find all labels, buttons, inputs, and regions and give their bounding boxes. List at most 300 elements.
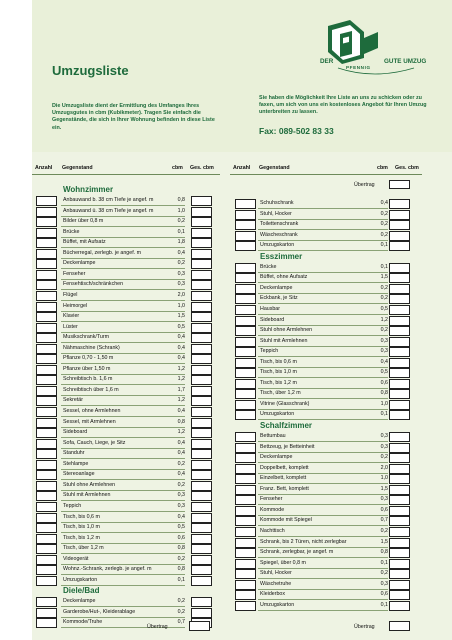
- ges-cbm-input[interactable]: [389, 210, 410, 220]
- item-name: Franz. Bett, komplett: [260, 485, 309, 492]
- ges-cbm-input[interactable]: [389, 400, 410, 410]
- ges-cbm-input[interactable]: [389, 527, 410, 537]
- ges-cbm-input[interactable]: [191, 354, 212, 364]
- item-cbm: 0,4: [177, 408, 185, 414]
- ges-cbm-input[interactable]: [191, 323, 212, 333]
- item-cbm: 1,2: [177, 365, 185, 372]
- item-cbm: 0,8: [177, 545, 185, 552]
- ges-cbm-input[interactable]: [389, 358, 410, 368]
- ges-cbm-input[interactable]: [191, 428, 212, 438]
- intro-text-right: Sie haben die Möglichkeit Ihre Liste an uns zu schicken oder zu faxen, um sich von uns ein kostenloses Angebot für Ihren Umzug unterbreiten zu lassen.: [259, 95, 427, 116]
- col-head-gegenstand-right: Gegenstand: [259, 165, 290, 171]
- ges-cbm-input[interactable]: [191, 344, 212, 354]
- list-item: [36, 259, 212, 269]
- item-name: Tisch, bis 0,6 m: [260, 358, 297, 365]
- anzahl-input[interactable]: [36, 270, 57, 280]
- item-name: Videogerät: [63, 555, 89, 562]
- item-name: Stehlampe: [63, 460, 89, 467]
- item-name: Umzugskarton: [63, 576, 98, 583]
- item-cbm: 0,2: [177, 608, 185, 615]
- item-name: Fenseher: [63, 270, 86, 277]
- anzahl-input[interactable]: [235, 294, 256, 304]
- ges-cbm-input[interactable]: [389, 368, 410, 378]
- item-cbm: 1,7: [177, 386, 185, 393]
- anzahl-input[interactable]: [36, 460, 57, 470]
- item-name: Sideboard: [63, 429, 88, 436]
- anzahl-input[interactable]: [36, 217, 57, 227]
- item-name: Garderobe/Hut-, Kleiderablage: [63, 608, 136, 615]
- item-name: Deckenlampe: [260, 284, 293, 291]
- ges-cbm-input[interactable]: [389, 326, 410, 336]
- list-item: [235, 474, 410, 484]
- anzahl-input[interactable]: [36, 344, 57, 354]
- item-name: Deckenlampe: [260, 454, 293, 461]
- ges-cbm-input[interactable]: [191, 333, 212, 343]
- list-item: [36, 323, 212, 333]
- anzahl-input[interactable]: [36, 555, 57, 565]
- ges-cbm-input[interactable]: [191, 407, 212, 417]
- list-item: [235, 273, 410, 283]
- item-cbm: 1,2: [380, 316, 388, 323]
- ges-cbm-input[interactable]: [389, 284, 410, 294]
- ges-cbm-input[interactable]: [191, 555, 212, 565]
- item-name: Nähmaschine (Schrank): [63, 344, 120, 351]
- ges-cbm-input[interactable]: [191, 249, 212, 259]
- ges-cbm-input[interactable]: [389, 294, 410, 304]
- ges-cbm-input[interactable]: [191, 302, 212, 312]
- ges-cbm-input[interactable]: [191, 544, 212, 554]
- list-item: [36, 491, 212, 501]
- list-item: [235, 495, 410, 505]
- ges-cbm-input[interactable]: [191, 196, 212, 206]
- item-name: Sofa, Cauch, Liege, je Sitz: [63, 439, 126, 446]
- item-name: Fensehtisch/schränkchen: [63, 281, 124, 288]
- list-item: [235, 506, 410, 516]
- anzahl-input[interactable]: [235, 337, 256, 347]
- anzahl-input[interactable]: [36, 470, 57, 480]
- item-name: Hausbar: [260, 305, 281, 312]
- item-name: Brücke: [260, 263, 277, 270]
- uebertrag-bottom-label-right: Übertrag: [354, 624, 375, 630]
- anzahl-input[interactable]: [235, 284, 256, 294]
- uebertrag-top-label: Übertrag: [354, 182, 375, 188]
- anzahl-input[interactable]: [36, 418, 57, 428]
- list-item: [36, 249, 212, 259]
- anzahl-input[interactable]: [36, 280, 57, 290]
- ges-cbm-input[interactable]: [389, 241, 410, 251]
- list-item: [36, 449, 212, 459]
- list-item: [235, 379, 410, 389]
- anzahl-input[interactable]: [36, 365, 57, 375]
- ges-cbm-input[interactable]: [389, 379, 410, 389]
- fax-number: Fax: 089-502 83 33: [259, 126, 334, 136]
- item-cbm: 1,2: [177, 397, 185, 404]
- ges-cbm-input[interactable]: [389, 538, 410, 548]
- ges-cbm-input[interactable]: [389, 199, 410, 209]
- item-cbm: 0,2: [380, 231, 388, 238]
- anzahl-input[interactable]: [36, 502, 57, 512]
- item-name: Eckbank, je Sitz: [260, 295, 298, 302]
- ges-cbm-input[interactable]: [191, 597, 212, 607]
- ges-cbm-input[interactable]: [389, 316, 410, 326]
- item-name: Deckenlampe: [63, 598, 96, 605]
- ges-cbm-input[interactable]: [191, 270, 212, 280]
- section-heading: Diele/Bad: [63, 586, 100, 596]
- anzahl-input[interactable]: [235, 379, 256, 389]
- item-cbm: 0,4: [177, 439, 185, 446]
- item-cbm: 0,8: [380, 390, 388, 397]
- ges-cbm-input[interactable]: [191, 365, 212, 375]
- anzahl-input[interactable]: [235, 347, 256, 357]
- ges-cbm-input[interactable]: [389, 453, 410, 463]
- item-cbm: 0,6: [177, 534, 185, 541]
- ges-cbm-input[interactable]: [389, 231, 410, 241]
- logo-emblem-icon: [318, 18, 436, 76]
- anzahl-input[interactable]: [235, 199, 256, 209]
- ges-cbm-input[interactable]: [389, 548, 410, 558]
- ges-cbm-input[interactable]: [389, 389, 410, 399]
- item-cbm: 0,5: [177, 524, 185, 531]
- item-name: Sideboard: [260, 316, 285, 323]
- ges-cbm-input[interactable]: [191, 460, 212, 470]
- item-cbm: 1,2: [177, 376, 185, 383]
- anzahl-input[interactable]: [235, 210, 256, 220]
- ges-cbm-input[interactable]: [191, 534, 212, 544]
- item-name: Büffet, ohne Aufsatz: [260, 274, 308, 281]
- item-name: Stuhl mit Armlehnen: [260, 337, 308, 344]
- anzahl-input[interactable]: [36, 449, 57, 459]
- item-name: Tisch, über 1,2 m: [260, 390, 301, 397]
- ges-cbm-input[interactable]: [191, 217, 212, 227]
- item-cbm: 0,2: [177, 555, 185, 562]
- item-cbm: 0,3: [380, 433, 388, 439]
- item-cbm: 0,2: [380, 454, 388, 461]
- section-heading: Esszimmer: [260, 251, 303, 261]
- item-cbm: 0,2: [380, 295, 388, 302]
- item-cbm: 0,7: [177, 619, 185, 626]
- anzahl-input[interactable]: [36, 534, 57, 544]
- ges-cbm-input[interactable]: [389, 569, 410, 579]
- item-name: Vitrine (Glasschrank): [260, 400, 310, 407]
- list-item: [235, 241, 410, 251]
- ges-cbm-input[interactable]: [389, 580, 410, 590]
- anzahl-input[interactable]: [36, 375, 57, 385]
- anzahl-input[interactable]: [36, 576, 57, 586]
- anzahl-input[interactable]: [235, 485, 256, 495]
- item-cbm: 1,5: [177, 313, 185, 320]
- ges-cbm-input[interactable]: [191, 513, 212, 523]
- item-cbm: 0,2: [177, 598, 185, 605]
- item-name: Anbauwand ü. 38 cm Tiefe je angef. m: [63, 207, 154, 214]
- item-name: Lüster: [63, 323, 78, 330]
- ges-cbm-input[interactable]: [389, 273, 410, 283]
- item-cbm: 1,2: [177, 429, 185, 436]
- anzahl-input[interactable]: [235, 263, 256, 273]
- ges-cbm-input[interactable]: [191, 375, 212, 385]
- anzahl-input[interactable]: [36, 491, 57, 501]
- section-heading: Schalfzimmer: [260, 421, 313, 430]
- item-name: Wohnz.-Schrank, zerlegb. je angef. m: [63, 566, 152, 573]
- item-cbm: 0,1: [380, 263, 388, 270]
- item-name: Heimorgel: [63, 302, 88, 309]
- anzahl-input[interactable]: [235, 601, 256, 611]
- header-rule-left: [32, 174, 220, 175]
- item-cbm: 1,5: [380, 274, 388, 281]
- item-cbm: 0,3: [380, 337, 388, 344]
- col-head-anzahl-left: Anzahl: [35, 165, 53, 171]
- item-name: Stuhl mit Armlehnen: [63, 492, 111, 499]
- anzahl-input[interactable]: [36, 439, 57, 449]
- item-name: Kommode: [260, 506, 285, 513]
- ges-cbm-input[interactable]: [191, 291, 212, 301]
- item-cbm: 0,2: [380, 221, 388, 228]
- anzahl-input[interactable]: [36, 228, 57, 238]
- item-cbm: 0,2: [177, 218, 185, 225]
- list-item: [36, 428, 212, 438]
- ges-cbm-input[interactable]: [389, 474, 410, 484]
- list-item: [36, 396, 212, 406]
- item-name: Schrank, zerlegbar, je angef. m: [260, 549, 334, 556]
- list-item: [36, 460, 212, 470]
- item-name: Stuhl, Hocker: [260, 570, 292, 577]
- anzahl-input[interactable]: [36, 523, 57, 533]
- item-name: Umzugskarton: [260, 242, 295, 249]
- list-item: [36, 618, 212, 628]
- anzahl-input[interactable]: [235, 516, 256, 526]
- anzahl-input[interactable]: [235, 326, 256, 336]
- ges-cbm-input[interactable]: [191, 576, 212, 586]
- item-cbm: 0,1: [380, 411, 388, 418]
- ges-cbm-input[interactable]: [191, 523, 212, 533]
- list-item: [36, 608, 212, 618]
- list-item: [235, 548, 410, 558]
- item-name: Tisch, bis 1,0 m: [260, 369, 297, 376]
- ges-cbm-input[interactable]: [191, 608, 212, 618]
- item-name: Sessel, ohne Armlehnen: [63, 408, 121, 414]
- ges-cbm-input[interactable]: [191, 259, 212, 269]
- ges-cbm-input[interactable]: [389, 443, 410, 453]
- anzahl-input[interactable]: [235, 368, 256, 378]
- ges-cbm-input[interactable]: [191, 491, 212, 501]
- ges-cbm-input[interactable]: [191, 396, 212, 406]
- anzahl-input[interactable]: [235, 548, 256, 558]
- ges-cbm-input[interactable]: [191, 228, 212, 238]
- anzahl-input[interactable]: [235, 569, 256, 579]
- anzahl-input[interactable]: [235, 464, 256, 474]
- ges-cbm-input[interactable]: [389, 495, 410, 505]
- anzahl-input[interactable]: [36, 354, 57, 364]
- ges-cbm-input[interactable]: [389, 590, 410, 600]
- anzahl-input[interactable]: [235, 559, 256, 569]
- list-item: [235, 326, 410, 336]
- ges-cbm-input[interactable]: [191, 565, 212, 575]
- item-cbm: 0,8: [177, 197, 185, 203]
- list-item: [36, 470, 212, 480]
- anzahl-input[interactable]: [235, 410, 256, 420]
- anzahl-input[interactable]: [235, 432, 256, 442]
- anzahl-input[interactable]: [36, 481, 57, 491]
- list-item: [235, 601, 410, 611]
- anzahl-input[interactable]: [235, 527, 256, 537]
- col-head-gescbm-left: Ges. cbm: [190, 165, 214, 171]
- item-cbm: 0,2: [380, 570, 388, 577]
- list-item: [235, 516, 410, 526]
- anzahl-input[interactable]: [235, 241, 256, 251]
- anzahl-input[interactable]: [235, 389, 256, 399]
- anzahl-input[interactable]: [235, 316, 256, 326]
- anzahl-input[interactable]: [36, 302, 57, 312]
- item-name: Flügel: [63, 291, 78, 298]
- item-name: Tisch, bis 1,2 m: [260, 379, 297, 386]
- anzahl-input[interactable]: [36, 323, 57, 333]
- anzahl-input[interactable]: [36, 407, 57, 417]
- list-item: [36, 544, 212, 554]
- ges-cbm-input[interactable]: [191, 238, 212, 248]
- anzahl-input[interactable]: [36, 396, 57, 406]
- ges-cbm-input[interactable]: [389, 464, 410, 474]
- item-name: Kleiderbox: [260, 591, 286, 598]
- ges-cbm-input[interactable]: [191, 312, 212, 322]
- list-item: [235, 443, 410, 453]
- list-item: [235, 284, 410, 294]
- ges-cbm-input[interactable]: [389, 263, 410, 273]
- anzahl-input[interactable]: [36, 333, 57, 343]
- item-cbm: 0,8: [380, 549, 388, 556]
- anzahl-input[interactable]: [36, 259, 57, 269]
- anzahl-input[interactable]: [235, 273, 256, 283]
- list-item: [235, 316, 410, 326]
- anzahl-input[interactable]: [36, 618, 57, 628]
- col-head-cbm-right: cbm: [377, 165, 388, 171]
- uebertrag-top-input[interactable]: [389, 180, 410, 189]
- anzahl-input[interactable]: [235, 590, 256, 600]
- ges-cbm-input[interactable]: [191, 502, 212, 512]
- item-name: Stereoanlage: [63, 471, 95, 478]
- uebertrag-bottom-label-left: Übertrag: [147, 624, 168, 630]
- item-name: Wäscheschrank: [260, 231, 298, 238]
- anzahl-input[interactable]: [235, 220, 256, 230]
- anzahl-input[interactable]: [235, 231, 256, 241]
- item-name: Spiegel, über 0,8 m: [260, 559, 306, 566]
- anzahl-input[interactable]: [36, 608, 57, 618]
- ges-cbm-input[interactable]: [389, 485, 410, 495]
- ges-cbm-input[interactable]: [191, 280, 212, 290]
- ges-cbm-input[interactable]: [191, 481, 212, 491]
- anzahl-input[interactable]: [235, 358, 256, 368]
- item-cbm: 0,6: [380, 591, 388, 598]
- list-item: [36, 386, 212, 396]
- list-item: [235, 538, 410, 548]
- item-cbm: 1,0: [380, 475, 388, 482]
- logo-text-der: DER: [320, 58, 334, 65]
- item-name: Stuhl ohne Armlehnen: [260, 327, 313, 334]
- logo-text-gute-umzug: GUTE UMZUG: [384, 58, 427, 65]
- anzahl-input[interactable]: [235, 580, 256, 590]
- anzahl-input[interactable]: [235, 443, 256, 453]
- list-item: [36, 502, 212, 512]
- ges-cbm-input[interactable]: [389, 601, 410, 611]
- item-name: Pflanze 0,70 - 1,50 m: [63, 355, 114, 362]
- list-item: [235, 389, 410, 399]
- anzahl-input[interactable]: [36, 513, 57, 523]
- anzahl-input[interactable]: [235, 305, 256, 315]
- anzahl-input[interactable]: [36, 386, 57, 396]
- col-head-cbm-left: cbm: [172, 165, 183, 171]
- anzahl-input[interactable]: [36, 312, 57, 322]
- ges-cbm-input[interactable]: [191, 470, 212, 480]
- company-logo: [318, 18, 436, 76]
- item-name: Schreibtisch über 1,6 m: [63, 386, 119, 393]
- anzahl-input[interactable]: [36, 249, 57, 259]
- list-item: [235, 559, 410, 569]
- anzahl-input[interactable]: [36, 428, 57, 438]
- ges-cbm-input[interactable]: [389, 516, 410, 526]
- item-cbm: 0,2: [380, 284, 388, 291]
- ges-cbm-input[interactable]: [191, 418, 212, 428]
- item-cbm: 0,3: [380, 348, 388, 355]
- ges-cbm-input[interactable]: [389, 506, 410, 516]
- anzahl-input[interactable]: [36, 196, 57, 206]
- list-item: [36, 291, 212, 301]
- anzahl-input[interactable]: [235, 538, 256, 548]
- anzahl-input[interactable]: [235, 474, 256, 484]
- uebertrag-bottom-input-right[interactable]: [389, 621, 410, 631]
- item-name: Einzelbett, komplett: [260, 475, 307, 482]
- ges-cbm-input[interactable]: [389, 305, 410, 315]
- header-rule-right: [230, 174, 422, 175]
- ges-cbm-input[interactable]: [191, 449, 212, 459]
- item-name: Stuhl, Hocker: [260, 210, 292, 217]
- anzahl-input[interactable]: [36, 597, 57, 607]
- item-cbm: 0,2: [177, 481, 185, 488]
- item-cbm: 0,1: [380, 559, 388, 566]
- item-name: Bettumbau: [260, 433, 286, 439]
- item-name: Deckenlampe: [63, 260, 96, 267]
- anzahl-input[interactable]: [235, 506, 256, 516]
- anzahl-input[interactable]: [235, 453, 256, 463]
- list-item: [235, 220, 410, 230]
- ges-cbm-input[interactable]: [389, 559, 410, 569]
- anzahl-input[interactable]: [36, 565, 57, 575]
- ges-cbm-input[interactable]: [389, 410, 410, 420]
- ges-cbm-input[interactable]: [191, 386, 212, 396]
- list-item: [36, 523, 212, 533]
- list-item: [36, 312, 212, 322]
- anzahl-input[interactable]: [36, 207, 57, 217]
- list-item: [36, 555, 212, 565]
- list-item: [36, 270, 212, 280]
- item-name: Standuhr: [63, 450, 85, 457]
- item-name: Brücke: [63, 228, 80, 235]
- item-cbm: 0,5: [380, 305, 388, 312]
- anzahl-input[interactable]: [36, 238, 57, 248]
- list-item: [36, 565, 212, 575]
- anzahl-input[interactable]: [235, 400, 256, 410]
- ges-cbm-input[interactable]: [389, 337, 410, 347]
- ges-cbm-input[interactable]: [389, 432, 410, 442]
- ges-cbm-input[interactable]: [191, 207, 212, 217]
- anzahl-input[interactable]: [36, 291, 57, 301]
- ges-cbm-input[interactable]: [389, 347, 410, 357]
- list-item: [36, 207, 212, 217]
- ges-cbm-input[interactable]: [389, 220, 410, 230]
- ges-cbm-input[interactable]: [191, 439, 212, 449]
- item-name: Doppelbett, komplett: [260, 464, 309, 471]
- item-name: Umzugskarton: [260, 411, 295, 418]
- anzahl-input[interactable]: [36, 544, 57, 554]
- uebertrag-bottom-input-left[interactable]: [189, 621, 210, 631]
- anzahl-input[interactable]: [235, 495, 256, 505]
